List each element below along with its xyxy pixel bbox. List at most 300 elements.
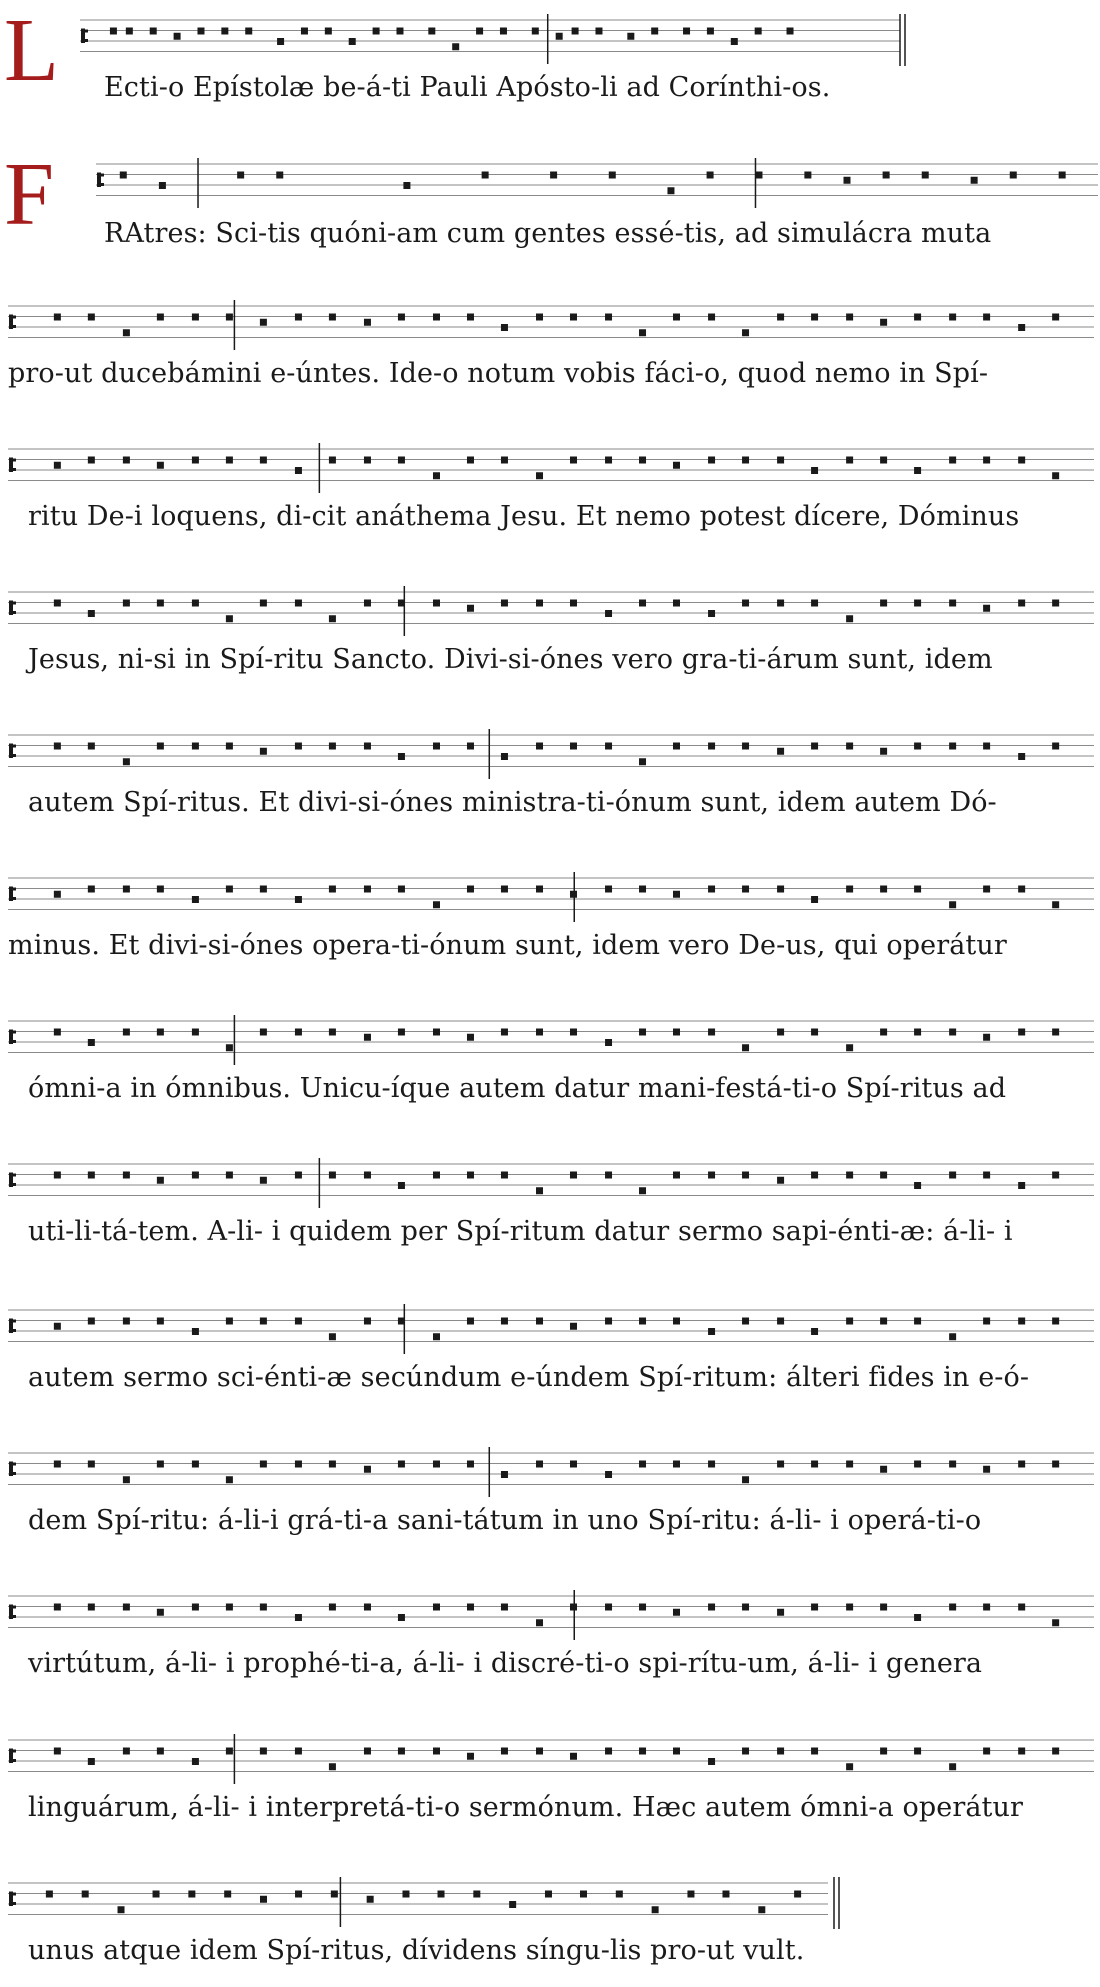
- neume-note: [295, 1614, 302, 1621]
- neume-note: [54, 1748, 61, 1755]
- staff-lines: [8, 300, 1094, 352]
- neume-note: [949, 1029, 956, 1036]
- neume-note: [433, 1748, 440, 1755]
- neume-note: [126, 28, 133, 35]
- neume-note: [237, 172, 244, 179]
- neume-note: [373, 28, 380, 35]
- neume-note: [329, 615, 336, 622]
- neume-note: [570, 457, 577, 464]
- neume-note: [673, 1029, 680, 1036]
- neume-note: [742, 1318, 749, 1325]
- neume-note: [532, 28, 539, 35]
- neume-note: [123, 1604, 130, 1611]
- neume-note: [110, 28, 117, 35]
- neume-note: [192, 1604, 199, 1611]
- neume-note: [467, 1753, 474, 1760]
- neume-note: [88, 610, 95, 617]
- neume-note: [639, 1187, 646, 1194]
- neume-note: [777, 457, 784, 464]
- neume-note: [983, 743, 990, 750]
- neume-note: [295, 600, 302, 607]
- neume-note: [398, 1614, 405, 1621]
- neume-note: [260, 600, 267, 607]
- neume-note: [226, 314, 233, 321]
- staff: [8, 729, 1094, 781]
- neume-note: [811, 1328, 818, 1335]
- lyric-line: ritu De-i loquens, di-cit anáthema Jesu. Et nemo potest dícere, Dóminus: [28, 501, 1020, 532]
- neume-note: [605, 1039, 612, 1046]
- neume-note: [192, 1461, 199, 1468]
- neume-note: [88, 314, 95, 321]
- neume-note: [639, 886, 646, 893]
- neume-note: [1052, 1748, 1059, 1755]
- neume-note: [914, 1748, 921, 1755]
- neume-note: [157, 314, 164, 321]
- neume-note: [157, 886, 164, 893]
- neume-note: [708, 1172, 715, 1179]
- neume-note: [639, 600, 646, 607]
- neume-note: [54, 314, 61, 321]
- neume-note: [949, 901, 956, 908]
- neume-note: [501, 1029, 508, 1036]
- neume-note: [192, 896, 199, 903]
- neume-note: [1018, 1182, 1025, 1189]
- neume-note: [922, 172, 929, 179]
- neume-note: [536, 1187, 543, 1194]
- neume-note: [605, 1748, 612, 1755]
- neume-note: [260, 1604, 267, 1611]
- neume-note: [1052, 1619, 1059, 1626]
- neume-note: [983, 1604, 990, 1611]
- neume-note: [364, 319, 371, 326]
- neume-note: [880, 1466, 887, 1473]
- neume-note: [742, 329, 749, 336]
- neume-note: [846, 1763, 853, 1770]
- neume-note: [192, 457, 199, 464]
- neume-note: [708, 886, 715, 893]
- neume-note: [811, 1461, 818, 1468]
- neume-note: [88, 1461, 95, 1468]
- neume-note: [1052, 600, 1059, 607]
- neume-note: [804, 172, 811, 179]
- neume-note: [880, 319, 887, 326]
- neume-note: [88, 1758, 95, 1765]
- neume-note: [609, 172, 616, 179]
- neume-note: [367, 1896, 374, 1903]
- neume-note: [536, 1029, 543, 1036]
- neume-note: [536, 886, 543, 893]
- neume-note: [433, 1029, 440, 1036]
- staff: [8, 1447, 1094, 1499]
- neume-note: [949, 1461, 956, 1468]
- neume-note: [667, 187, 674, 194]
- neume-note: [226, 457, 233, 464]
- neume-note: [683, 28, 690, 35]
- c-clef-icon: [9, 1173, 16, 1188]
- staff: [8, 443, 1094, 495]
- neume-note: [123, 1029, 130, 1036]
- neume-note: [777, 1748, 784, 1755]
- neume-note: [811, 467, 818, 474]
- neume-note: [118, 1906, 125, 1913]
- neume-note: [329, 1763, 336, 1770]
- neume-note: [651, 28, 658, 35]
- lyric-line: virtútum, á-li- i prophé-ti-a, á-li- i discré-ti-o spi-rítu-um, á-li- i genera: [28, 1648, 983, 1679]
- neume-note: [550, 172, 557, 179]
- neume-note: [880, 1748, 887, 1755]
- neume-note: [82, 1891, 89, 1898]
- neume-note: [742, 1604, 749, 1611]
- neume-note: [88, 743, 95, 750]
- neume-note: [570, 1461, 577, 1468]
- neume-note: [329, 743, 336, 750]
- neume-note: [260, 1318, 267, 1325]
- neume-note: [501, 324, 508, 331]
- neume-note: [46, 1891, 53, 1898]
- neume-note: [846, 615, 853, 622]
- neume-note: [880, 457, 887, 464]
- staff-lines: [8, 1158, 1094, 1210]
- neume-note: [742, 1476, 749, 1483]
- neume-note: [605, 886, 612, 893]
- neume-note: [467, 1604, 474, 1611]
- neume-note: [1018, 1748, 1025, 1755]
- neume-note: [742, 1748, 749, 1755]
- neume-note: [811, 1172, 818, 1179]
- neume-note: [914, 743, 921, 750]
- neume-note: [467, 743, 474, 750]
- neume-note: [811, 1748, 818, 1755]
- neume-note: [846, 1318, 853, 1325]
- neume-note: [1052, 1029, 1059, 1036]
- neume-note: [707, 172, 714, 179]
- c-clef-icon: [9, 458, 16, 473]
- neume-note: [708, 1758, 715, 1765]
- neume-note: [880, 748, 887, 755]
- neume-note: [295, 1461, 302, 1468]
- neume-note: [708, 1461, 715, 1468]
- neume-note: [329, 1172, 336, 1179]
- neume-note: [192, 1328, 199, 1335]
- neume-note: [846, 1604, 853, 1611]
- neume-note: [811, 600, 818, 607]
- neume-note: [123, 1748, 130, 1755]
- neume-note: [949, 457, 956, 464]
- neume-note: [949, 1763, 956, 1770]
- final-bar: [832, 1877, 842, 1929]
- neume-note: [983, 605, 990, 612]
- c-clef-icon: [9, 1892, 16, 1907]
- neume-note: [570, 1172, 577, 1179]
- neume-note: [1018, 886, 1025, 893]
- neume-note: [1018, 457, 1025, 464]
- neume-note: [536, 1619, 543, 1626]
- neume-note: [811, 896, 818, 903]
- neume-note: [983, 1034, 990, 1041]
- neume-note: [1052, 1461, 1059, 1468]
- neume-note: [742, 886, 749, 893]
- neume-note: [329, 886, 336, 893]
- neume-note: [844, 177, 851, 184]
- neume-note: [398, 753, 405, 760]
- neume-note: [639, 329, 646, 336]
- neume-note: [708, 743, 715, 750]
- neume-note: [777, 1177, 784, 1184]
- staff-lines: [96, 158, 1098, 210]
- neume-note: [364, 457, 371, 464]
- neume-note: [398, 457, 405, 464]
- neume-note: [295, 896, 302, 903]
- lyric-line: Ecti-o Epístolæ be-á-ti Pauli Apósto-li ad Corínthi-os.: [104, 72, 831, 103]
- lyric-line: RAtres: Sci-tis quóni-am cum gentes essé-tis, ad simulácra muta: [104, 218, 992, 249]
- staff-lines: [8, 729, 1094, 781]
- neume-note: [467, 886, 474, 893]
- neume-note: [673, 743, 680, 750]
- staff-lines: [8, 872, 1094, 924]
- neume-note: [758, 1906, 765, 1913]
- neume-note: [708, 610, 715, 617]
- neume-note: [673, 1609, 680, 1616]
- staff-lines: [8, 1015, 1094, 1067]
- neume-note: [54, 1029, 61, 1036]
- neume-note: [260, 319, 267, 326]
- neume-note: [501, 1748, 508, 1755]
- neume-note: [398, 1029, 405, 1036]
- neume-note: [88, 1039, 95, 1046]
- neume-note: [1018, 1461, 1025, 1468]
- staff: [8, 1158, 1094, 1210]
- neume-note: [260, 748, 267, 755]
- neume-note: [794, 1891, 801, 1898]
- neume-note: [398, 1182, 405, 1189]
- neume-note: [777, 886, 784, 893]
- neume-note: [914, 467, 921, 474]
- neume-note: [914, 600, 921, 607]
- neume-note: [742, 457, 749, 464]
- neume-note: [536, 600, 543, 607]
- neume-note: [580, 1891, 587, 1898]
- neume-note: [605, 743, 612, 750]
- neume-note: [914, 1614, 921, 1621]
- neume-note: [708, 1604, 715, 1611]
- neume-note: [467, 314, 474, 321]
- neume-note: [260, 886, 267, 893]
- neume-note: [226, 615, 233, 622]
- c-clef-icon: [9, 744, 16, 759]
- neume-note: [260, 1748, 267, 1755]
- neume-note: [452, 43, 459, 50]
- neume-note: [1018, 600, 1025, 607]
- neume-note: [501, 1604, 508, 1611]
- neume-note: [88, 1172, 95, 1179]
- neume-note: [159, 182, 166, 189]
- staff-lines: [8, 1734, 1094, 1786]
- neume-note: [364, 1318, 371, 1325]
- neume-note: [673, 600, 680, 607]
- neume-note: [811, 743, 818, 750]
- neume-note: [914, 1182, 921, 1189]
- neume-note: [260, 1896, 267, 1903]
- neume-note: [260, 1029, 267, 1036]
- neume-note: [221, 28, 228, 35]
- neume-note: [123, 758, 130, 765]
- neume-note: [301, 28, 308, 35]
- neume-note: [123, 1476, 130, 1483]
- lyric-line: pro-ut ducebámini e-úntes. Ide-o notum vobis fáci-o, quod nemo in Spí-: [8, 358, 989, 389]
- lyric-line: autem sermo sci-énti-æ secúndum e-úndem Spí-ritum: álteri fides in e-ó-: [28, 1362, 1030, 1393]
- neume-note: [949, 1604, 956, 1611]
- neume-note: [880, 886, 887, 893]
- neume-note: [605, 1471, 612, 1478]
- neume-note: [433, 901, 440, 908]
- neume-note: [123, 600, 130, 607]
- neume-note: [536, 743, 543, 750]
- neume-note: [708, 1029, 715, 1036]
- neume-note: [226, 743, 233, 750]
- neume-note: [482, 172, 489, 179]
- neume-note: [192, 600, 199, 607]
- neume-note: [652, 1906, 659, 1913]
- neume-note: [570, 1753, 577, 1760]
- neume-note: [329, 1604, 336, 1611]
- neume-note: [595, 28, 602, 35]
- staff: [8, 586, 1094, 638]
- neume-note: [914, 886, 921, 893]
- neume-note: [226, 1748, 233, 1755]
- neume-note: [880, 1029, 887, 1036]
- c-clef-icon: [9, 1030, 16, 1045]
- neume-note: [433, 472, 440, 479]
- neume-note: [570, 1323, 577, 1330]
- neume-note: [88, 1318, 95, 1325]
- neume-note: [364, 1172, 371, 1179]
- neume-note: [260, 1177, 267, 1184]
- neume-note: [811, 1029, 818, 1036]
- neume-note: [226, 1604, 233, 1611]
- neume-note: [605, 457, 612, 464]
- neume-note: [722, 1891, 729, 1898]
- neume-note: [639, 758, 646, 765]
- neume-note: [572, 28, 579, 35]
- neume-note: [188, 1891, 195, 1898]
- lyric-line: minus. Et divi-si-ónes opera-ti-ónum sunt, idem vero De-us, qui operátur: [8, 930, 1007, 961]
- neume-note: [673, 1461, 680, 1468]
- neume-note: [708, 314, 715, 321]
- neume-note: [433, 1604, 440, 1611]
- neume-note: [329, 314, 336, 321]
- neume-note: [570, 1029, 577, 1036]
- neume-note: [402, 1891, 409, 1898]
- neume-note: [545, 1891, 552, 1898]
- c-clef-icon: [81, 29, 88, 44]
- neume-note: [157, 1318, 164, 1325]
- neume-note: [673, 1172, 680, 1179]
- neume-note: [364, 600, 371, 607]
- neume-note: [295, 314, 302, 321]
- neume-note: [295, 1748, 302, 1755]
- lyric-line: ómni-a in ómnibus. Unicu-íque autem datur mani-festá-ti-o Spí-ritus ad: [28, 1073, 1007, 1104]
- neume-note: [54, 743, 61, 750]
- initial-letter-l: L: [4, 1, 59, 100]
- neume-note: [398, 1461, 405, 1468]
- neume-note: [364, 886, 371, 893]
- neume-note: [639, 1604, 646, 1611]
- neume-note: [1018, 753, 1025, 760]
- neume-note: [226, 1318, 233, 1325]
- staff: [8, 1734, 1094, 1786]
- staff-lines: [8, 443, 1094, 495]
- neume-note: [846, 314, 853, 321]
- neume-note: [1052, 901, 1059, 908]
- neume-note: [364, 1034, 371, 1041]
- neume-note: [54, 1604, 61, 1611]
- neume-note: [260, 457, 267, 464]
- c-clef-icon: [9, 1605, 16, 1620]
- neume-note: [123, 886, 130, 893]
- c-clef-icon: [97, 173, 104, 188]
- neume-note: [157, 743, 164, 750]
- neume-note: [325, 28, 332, 35]
- neume-note: [673, 1318, 680, 1325]
- neume-note: [88, 457, 95, 464]
- neume-note: [398, 886, 405, 893]
- neume-note: [1018, 324, 1025, 331]
- neume-note: [364, 743, 371, 750]
- neume-note: [811, 314, 818, 321]
- neume-note: [880, 600, 887, 607]
- neume-note: [123, 457, 130, 464]
- neume-note: [433, 1172, 440, 1179]
- neume-note: [536, 1461, 543, 1468]
- neume-note: [295, 1891, 302, 1898]
- neume-note: [639, 1318, 646, 1325]
- neume-note: [192, 1029, 199, 1036]
- neume-note: [1052, 1172, 1059, 1179]
- neume-note: [224, 1891, 231, 1898]
- neume-note: [639, 1029, 646, 1036]
- neume-note: [433, 600, 440, 607]
- neume-note: [846, 457, 853, 464]
- neume-note: [536, 1748, 543, 1755]
- neume-note: [501, 600, 508, 607]
- neume-note: [473, 1891, 480, 1898]
- neume-note: [192, 1758, 199, 1765]
- neume-note: [1018, 1604, 1025, 1611]
- neume-note: [329, 1029, 336, 1036]
- neume-note: [846, 1172, 853, 1179]
- neume-note: [1018, 1318, 1025, 1325]
- neume-note: [755, 28, 762, 35]
- neume-note: [570, 600, 577, 607]
- neume-note: [983, 457, 990, 464]
- neume-note: [777, 1609, 784, 1616]
- neume-note: [329, 1461, 336, 1468]
- neume-note: [364, 1466, 371, 1473]
- neume-note: [742, 600, 749, 607]
- staff-lines: [8, 1590, 1094, 1642]
- neume-note: [742, 743, 749, 750]
- neume-note: [639, 1748, 646, 1755]
- neume-note: [846, 1044, 853, 1051]
- neume-note: [329, 457, 336, 464]
- final-bar: [898, 14, 908, 66]
- neume-note: [295, 743, 302, 750]
- neume-note: [120, 172, 127, 179]
- neume-note: [673, 891, 680, 898]
- initial-letter-f: F: [4, 145, 55, 244]
- neume-note: [949, 743, 956, 750]
- neume-note: [742, 1044, 749, 1051]
